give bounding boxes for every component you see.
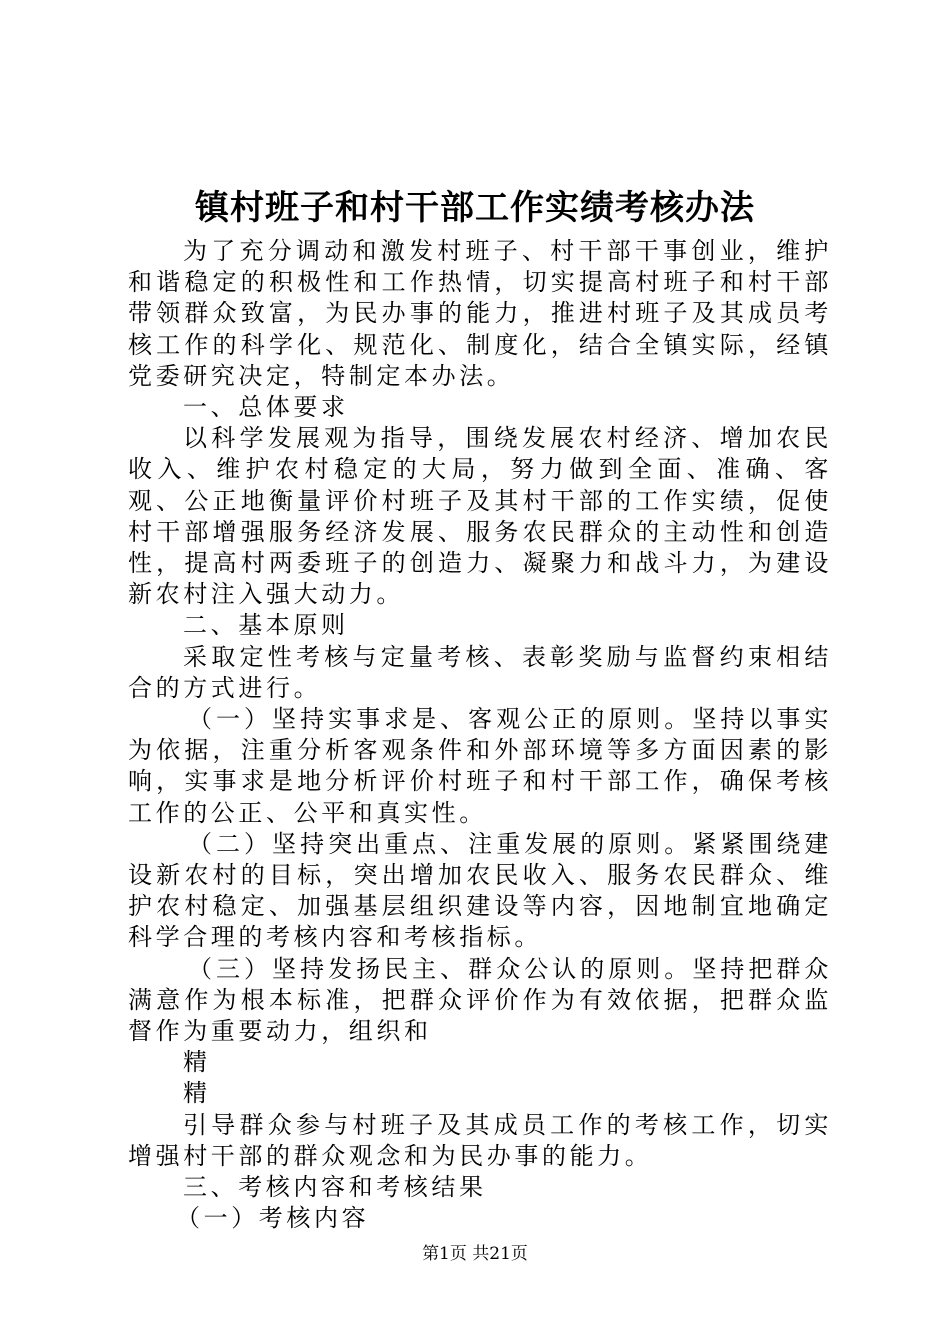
section-heading-assessment: 三、考核内容和考核结果 [183,1173,487,1202]
principle-one-paragraph: （一）坚持实事求是、客观公正的原则。坚持以事实为依据，注重分析客观条件和外部环境等多方面因素的影响，实事求是地分析评价村班子和村干部工作，确保考核工作的公正、公平和真实性。 [128,705,832,827]
document-body [128,236,832,1235]
basic-principles-paragraph: 采取定性考核与定量考核、表彰奖励与监督约束相结合的方式进行。 [128,642,832,702]
fragment-line: 精 [183,1048,211,1077]
principle-two-paragraph: （二）坚持突出重点、注重发展的原则。紧紧围绕建设新农村的目标，突出增加农民收入、服务农民群众、维护农村稳定、加强基层组织建设等内容，因地制宜地确定科学合理的考核内容和考核指标。 [128,829,832,952]
intro-paragraph: 为了充分调动和激发村班子、村干部干事创业，维护和谐稳定的积极性和工作热情，切实提高村班子和村干部带领群众致富，为民办事的能力，推进村班子及其成员考核工作的科学化、规范化、制度化，结合全镇实际，经镇党委研究决定，特制定本办法。 [128,237,832,390]
continuation-paragraph: 引导群众参与村班子及其成员工作的考核工作，切实增强村干部的群众观念和为民办事的能力。 [128,1110,832,1170]
fragment-line: 精 [183,1079,211,1108]
section-heading-general-requirements: 一、总体要求 [183,393,349,422]
subsection-heading-assessment-content: （一）考核内容 [176,1204,370,1233]
general-requirements-paragraph: 以科学发展观为指导，围绕发展农村经济、增加农民收入、维护农村稳定的大局，努力做到全面、准确、客观、公正地衡量评价村班子及其村干部的工作实绩，促使村干部增强服务经济发展、服务农民群众的主动性和创造性，提高村两委班子的创造力、凝聚力和战斗力，为建设新农村注入强大动力。 [128,424,832,609]
principle-three-paragraph: （三）坚持发扬民主、群众公认的原则。坚持把群众满意作为根本标准，把群众评价作为有效依据，把群众监督作为重要动力，组织和 [128,954,832,1046]
document-title: 镇村班子和村干部工作实绩考核办法 [195,188,755,228]
page-footer: 第1页 共21页 [422,1244,528,1264]
section-heading-basic-principles: 二、基本原则 [183,611,349,640]
